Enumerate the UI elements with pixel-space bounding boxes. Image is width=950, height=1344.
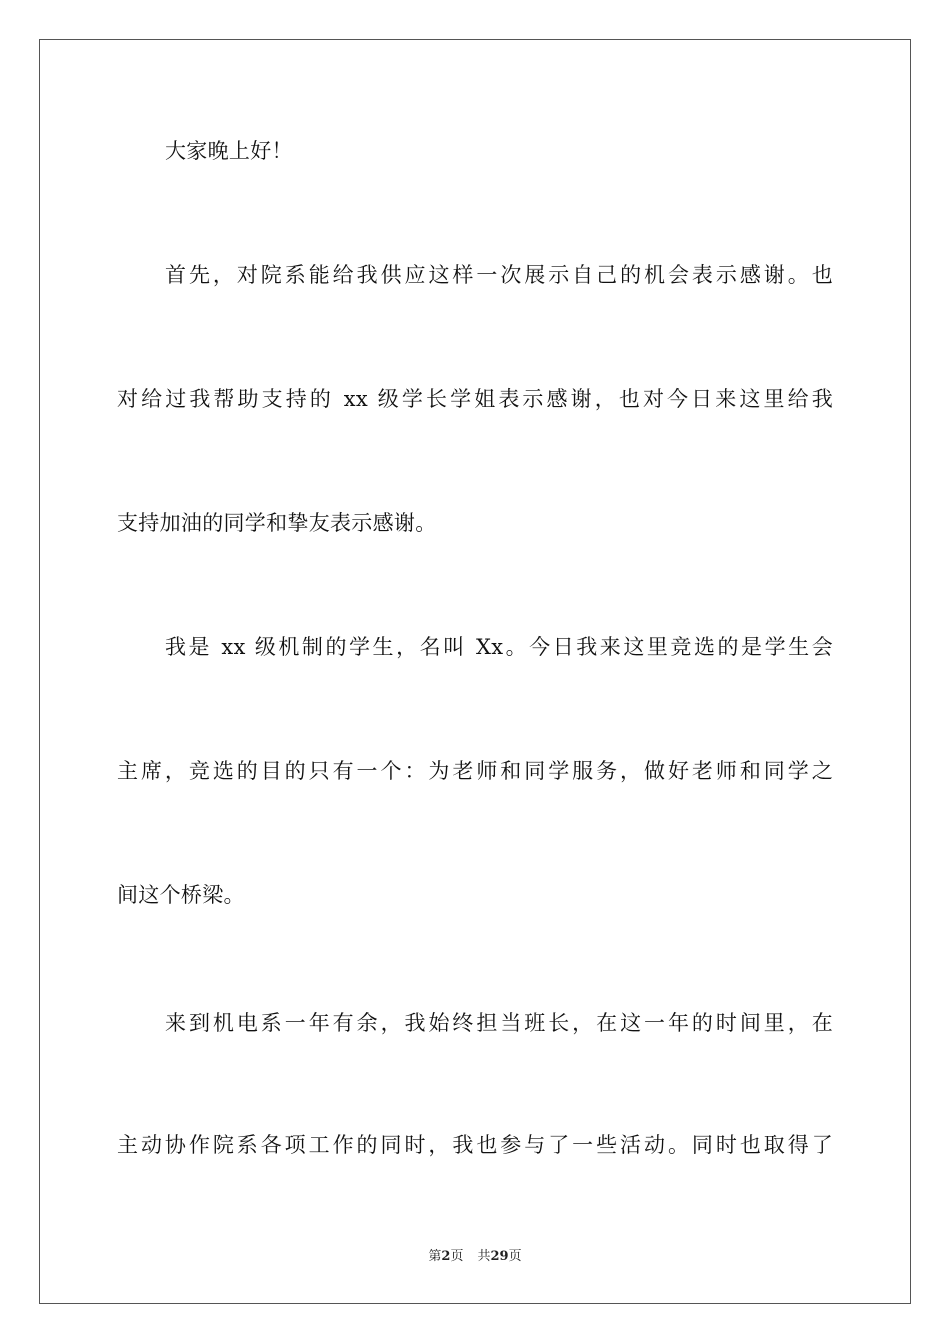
total-pages: 29 bbox=[490, 1249, 509, 1264]
text-line-3: 对给过我帮助支持的 xx 级学长学姐表示感谢，也对今日来这里给我 bbox=[117, 387, 833, 411]
text-line-6: 主席，竞选的目的只有一个：为老师和同学服务，做好老师和同学之 bbox=[117, 759, 833, 783]
text-line-2: 首先，对院系能给我供应这样一次展示自己的机会表示感谢。也 bbox=[165, 263, 833, 287]
text-line-4: 支持加油的同学和挚友表示感谢。 bbox=[117, 511, 437, 535]
page-number: 2 bbox=[441, 1249, 451, 1264]
text-line-5: 我是 xx 级机制的学生，名叫 Xx。今日我来这里竞选的是学生会 bbox=[165, 635, 833, 659]
text-line-9: 主动协作院系各项工作的同时，我也参与了一些活动。同时也取得了 bbox=[117, 1133, 833, 1157]
page-frame bbox=[39, 39, 911, 1304]
text-line-1: 大家晚上好！ bbox=[165, 139, 293, 163]
text-line-7: 间这个桥梁。 bbox=[117, 883, 245, 907]
total-suffix: 页 bbox=[508, 1249, 522, 1264]
total-prefix: 共 bbox=[477, 1249, 491, 1264]
page-suffix: 页 bbox=[450, 1249, 464, 1264]
page-prefix: 第 bbox=[428, 1249, 442, 1264]
page-footer bbox=[0, 1248, 950, 1266]
text-line-8: 来到机电系一年有余，我始终担当班长，在这一年的时间里，在 bbox=[165, 1011, 833, 1035]
